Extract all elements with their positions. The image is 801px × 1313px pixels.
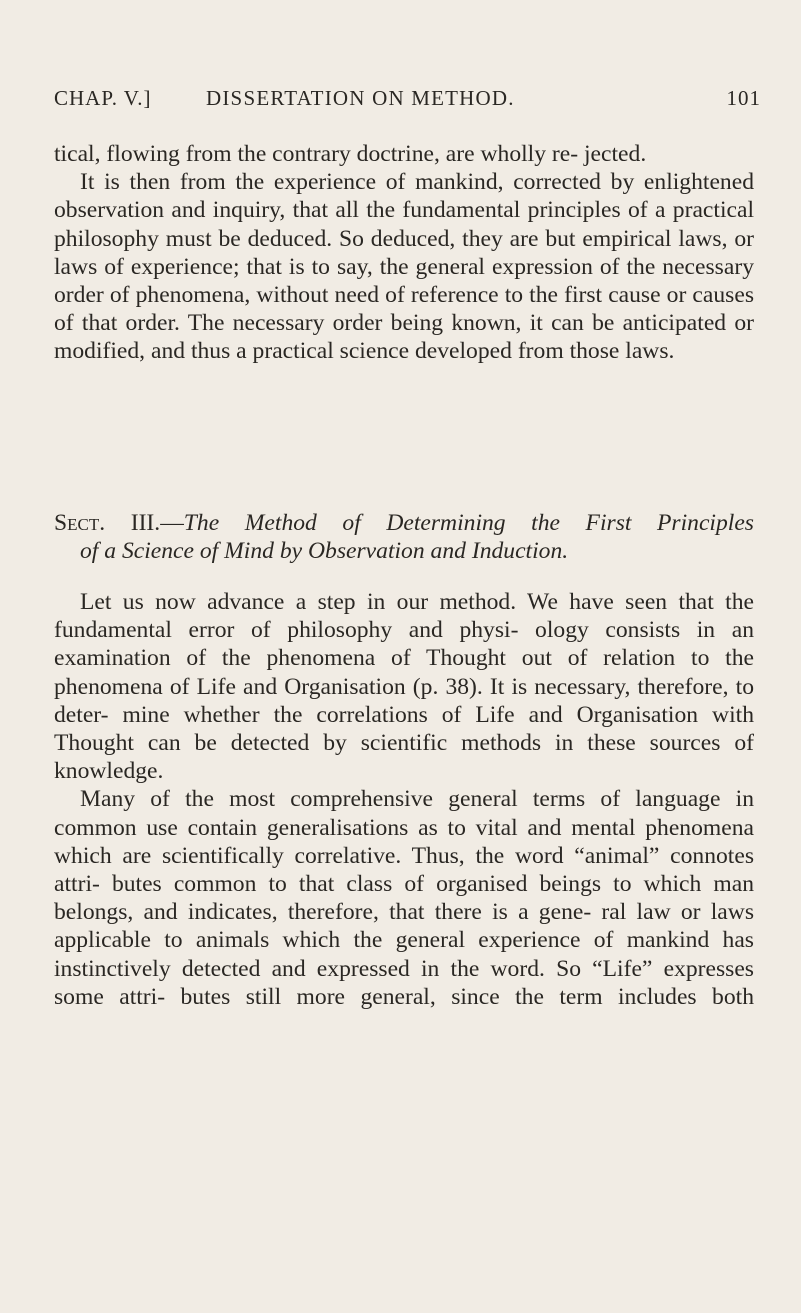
paragraph: tical, flowing from the contrary doctrine, are wholly re- jected. xyxy=(54,141,647,167)
text-block-upper xyxy=(54,140,754,366)
chapter-label: CHAP. V.] xyxy=(54,86,152,110)
paragraph: It is then from the experience of mankind, corrected by enlightened observation and inquiry, that all the fundamental principles of a practical philosophy must be deduced. So deduced, they are but empirical laws, or laws of experience; that is to say, the general expression of the necessary order of phenomena, without need of reference to the first cause or causes of that order. The necessary order being known, it can be anticipated or modified, and thus a practical science developed from those laws. xyxy=(54,169,754,365)
section-heading-line-1 xyxy=(54,509,754,537)
section-number: III.— xyxy=(130,510,184,536)
running-head xyxy=(54,86,761,116)
paragraph: Let us now advance a step in our method. We have seen that the fundamental error of philosophy and physi- ology consists in an examination of the phenomena of Thought out of relation to the phenomena of Life and Organisation (p. 38). It is necessary, therefore, to deter- mine whether the correlations of Life and Organisation with Thought can be detected by scientific methods in these sources of knowledge. xyxy=(54,589,754,785)
section-label: Sect. xyxy=(54,510,106,536)
section-title-line-2: of a Science of Mind by Observation and Induction. xyxy=(80,538,569,565)
section-heading xyxy=(54,509,754,565)
text-block-lower xyxy=(54,588,754,1011)
paragraph: Many of the most comprehensive general terms of language in common use contain generalisations as to vital and mental phenomena which are scientifically correlative. Thus, the word “animal” connotes attri- butes common to that class of organised beings to which man belongs, and indicates, therefore, that there is a gene- ral law or laws applicable to animals which the general experience of mankind has instinctively detected and expressed in the word. So “Life” expresses some attri- butes still more general, since the term includes both xyxy=(54,786,754,1010)
running-title: DISSERTATION ON METHOD. xyxy=(206,86,515,110)
section-title-line-1: The Method of Determining the First Principles xyxy=(183,510,754,536)
page-number: 101 xyxy=(726,86,761,110)
section-heading-line-2 xyxy=(54,537,754,565)
